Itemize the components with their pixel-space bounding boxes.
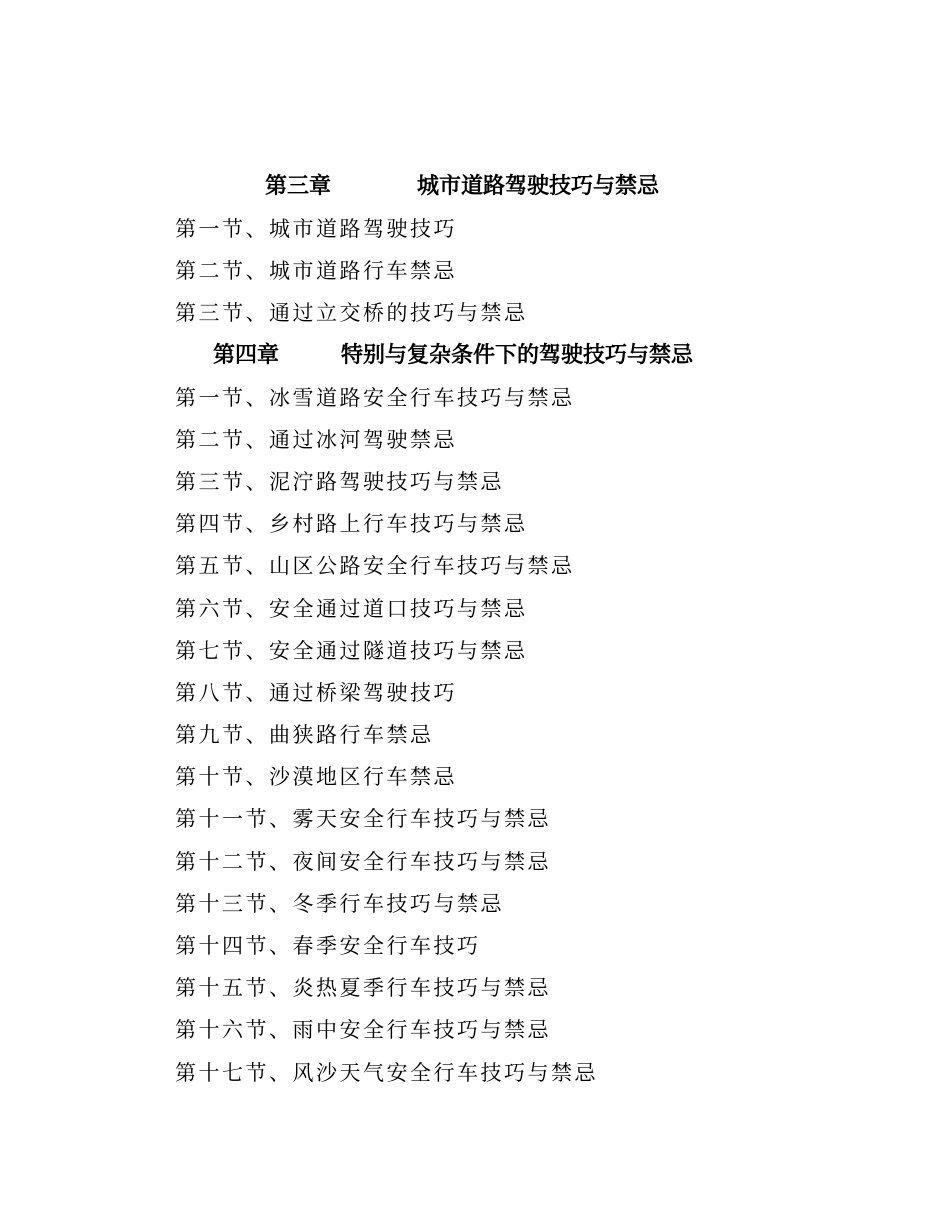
section-entry: 第十二节、夜间安全行车技巧与禁忌 — [175, 849, 551, 874]
chapter-heading — [175, 335, 815, 377]
section-entry: 第十六节、雨中安全行车技巧与禁忌 — [175, 1018, 551, 1043]
section-entry: 第一节、城市道路驾驶技巧 — [175, 217, 457, 241]
section-entry: 第二节、通过冰河驾驶禁忌 — [175, 427, 457, 452]
section-entry: 第二节、城市道路行车禁忌 — [175, 259, 457, 284]
section-entry: 第十五节、炎热夏季行车技巧与禁忌 — [175, 976, 551, 1001]
section-entry: 第六节、安全通过道口技巧与禁忌 — [175, 596, 528, 621]
section-entry: 第七节、安全通过隧道技巧与禁忌 — [175, 638, 528, 663]
section-entry: 第九节、曲狭路行车禁忌 — [175, 723, 434, 748]
chapter-heading — [175, 166, 815, 208]
chapter-number: 第四章 — [213, 342, 280, 368]
section-entry: 第四节、乡村路上行车技巧与禁忌 — [175, 512, 528, 537]
table-of-contents — [175, 166, 815, 1094]
chapter-title: 特别与复杂条件下的驾驶技巧与禁忌 — [341, 342, 694, 368]
section-entry: 第一节、冰雪道路安全行车技巧与禁忌 — [175, 385, 575, 410]
section-entry: 第十节、沙漠地区行车禁忌 — [175, 765, 457, 790]
section-entry: 第十四节、春季安全行车技巧 — [175, 934, 481, 958]
section-entry: 第三节、泥泞路驾驶技巧与禁忌 — [175, 469, 504, 494]
section-entry: 第十三节、冬季行车技巧与禁忌 — [175, 891, 504, 916]
section-entry: 第八节、通过桥梁驾驶技巧 — [175, 680, 457, 705]
chapter-title: 城市道路驾驶技巧与禁忌 — [417, 174, 660, 199]
chapter-number: 第三章 — [265, 174, 332, 199]
section-entry: 第十七节、风沙天气安全行车技巧与禁忌 — [175, 1060, 598, 1085]
section-entry: 第五节、山区公路安全行车技巧与禁忌 — [175, 554, 575, 579]
section-entry: 第三节、通过立交桥的技巧与禁忌 — [175, 301, 528, 326]
section-entry: 第十一节、雾天安全行车技巧与禁忌 — [175, 807, 551, 832]
